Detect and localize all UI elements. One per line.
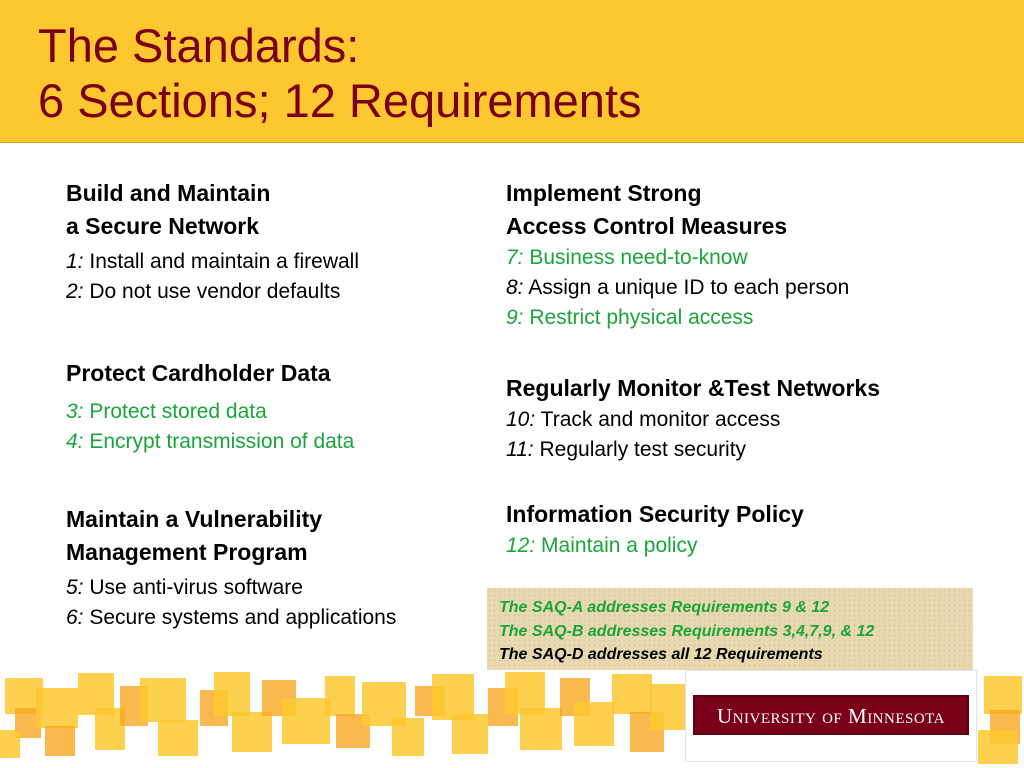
saq-d-note: The SAQ-D addresses all 12 Requirements	[499, 646, 823, 663]
requirement-number: 9:	[506, 306, 524, 329]
slide-title-line-1: The Standards:	[38, 19, 360, 72]
decorative-square	[158, 720, 198, 756]
university-logo	[693, 695, 969, 735]
requirement-text: Restrict physical access	[529, 306, 754, 329]
requirement-number: 12:	[506, 534, 536, 557]
requirement-text: Track and monitor access	[540, 408, 781, 431]
section-heading	[66, 503, 396, 569]
requirement-number: 2:	[66, 280, 84, 303]
section-heading	[506, 498, 804, 531]
section-vulnerability-management	[66, 503, 396, 633]
section-heading	[506, 177, 849, 243]
section-heading-line-1: Build and Maintain	[66, 180, 271, 206]
decorative-square	[984, 676, 1022, 714]
slide-title	[38, 18, 642, 128]
decorative-square	[392, 718, 424, 756]
requirement-text: Protect stored data	[89, 400, 267, 423]
requirement-text: Secure systems and applications	[89, 606, 397, 629]
saq-note-box	[487, 588, 973, 670]
decorative-square	[0, 730, 20, 758]
requirement-text: Encrypt transmission of data	[89, 430, 355, 453]
section-heading	[66, 177, 359, 243]
requirement-number: 8:	[506, 276, 524, 299]
requirement-item	[66, 603, 396, 633]
requirement-number: 11:	[506, 438, 534, 461]
header-divider	[0, 142, 1024, 143]
requirement-item	[506, 303, 849, 333]
decorative-square	[214, 672, 250, 716]
decorative-square	[325, 676, 355, 716]
requirement-number: 5:	[66, 576, 84, 599]
requirement-number: 10:	[506, 408, 536, 431]
requirement-item	[506, 531, 804, 561]
section-heading-line-1: Information Security Policy	[506, 501, 804, 527]
decorative-square	[232, 712, 272, 752]
requirement-text: Assign a unique ID to each person	[528, 276, 850, 299]
requirement-text: Install and maintain a firewall	[89, 250, 359, 273]
university-logo-text: University of Minnesota	[717, 704, 945, 728]
requirement-text: Regularly test security	[539, 438, 747, 461]
requirement-item	[506, 435, 880, 465]
requirement-item	[66, 397, 354, 427]
requirement-text: Business need-to-know	[529, 246, 748, 269]
decorative-square	[978, 730, 1018, 764]
requirement-item	[66, 247, 359, 277]
requirement-number: 6:	[66, 606, 84, 629]
section-heading-line-2: Access Control Measures	[506, 213, 788, 239]
section-secure-network	[66, 177, 359, 307]
decorative-square	[650, 684, 686, 730]
requirement-item	[506, 243, 849, 273]
decorative-square	[520, 708, 562, 750]
requirement-text: Do not use vendor defaults	[89, 280, 341, 303]
requirement-number: 3:	[66, 400, 84, 423]
requirement-item	[506, 273, 849, 303]
requirement-number: 4:	[66, 430, 84, 453]
requirement-number: 7:	[506, 246, 524, 269]
section-heading-line-1: Implement Strong	[506, 180, 702, 206]
section-monitor-test	[506, 372, 880, 465]
section-heading	[506, 372, 880, 405]
requirement-text: Maintain a policy	[541, 534, 698, 557]
decorative-square	[452, 714, 488, 754]
section-heading-line-1: Maintain a Vulnerability	[66, 506, 323, 532]
section-security-policy	[506, 498, 804, 561]
requirement-item	[66, 573, 396, 603]
section-heading-line-1: Protect Cardholder Data	[66, 360, 331, 386]
requirement-number: 1:	[66, 250, 84, 273]
section-heading-line-2: Management Program	[66, 539, 308, 565]
requirement-text: Use anti-virus software	[89, 576, 303, 599]
decorative-square	[36, 688, 78, 728]
decorative-square	[574, 702, 614, 746]
section-cardholder-data	[66, 357, 354, 457]
saq-b-note: The SAQ-B addresses Requirements 3,4,7,9, & 12	[499, 622, 875, 640]
section-heading-line-2: a Secure Network	[66, 213, 260, 239]
requirement-item	[66, 427, 354, 457]
saq-a-note: The SAQ-A addresses Requirements 9 & 12	[499, 599, 830, 616]
requirement-item	[506, 405, 880, 435]
decorative-square	[612, 674, 652, 714]
section-heading	[66, 357, 354, 390]
decorative-square	[282, 698, 330, 744]
decorative-square	[140, 678, 186, 722]
decorative-square	[45, 726, 75, 756]
section-access-control	[506, 177, 849, 333]
requirement-item	[66, 277, 359, 307]
section-heading-line-1: Regularly Monitor &Test Networks	[506, 375, 881, 401]
slide-title-line-2: 6 Sections; 12 Requirements	[38, 74, 642, 127]
